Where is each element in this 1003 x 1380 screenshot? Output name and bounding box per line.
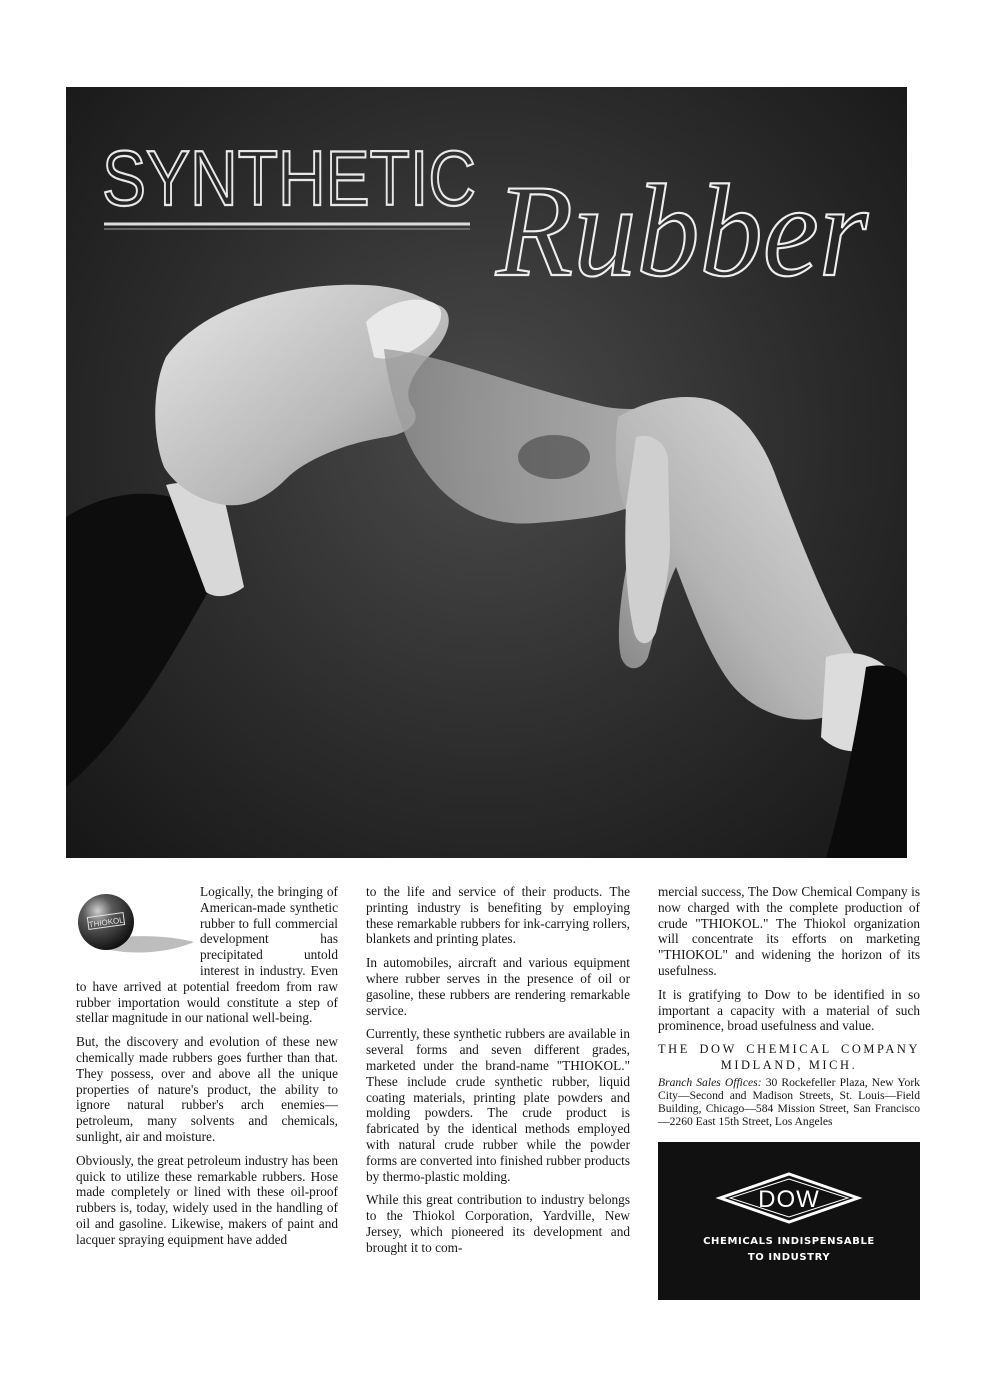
thiokol-ball-icon [76, 884, 200, 968]
dow-logo-box [658, 1142, 920, 1300]
branch-text: 30 Rockefeller Plaza, New York City—Second and Madison Streets, St. Louis—Field Building, Chicago—584 Mission Street, San Francisco—2260 East 15th Street, Los Angeles [658, 1075, 920, 1128]
right-finger [625, 436, 670, 644]
thiokol-emblem [76, 884, 200, 968]
col1-para-3: Obviously, the great petroleum industry has been quick to utilize these remarkable rubbers. Hose made completely or lined with these oil-proof rubbers is, today, widely used in the handling of oil and gasoline. Likewise, makers of paint and lacquer spraying equipment have added [76, 1152, 338, 1247]
col2-para-4: While this great contribution to industry belongs to the Thiokol Corporation, Yardville, New Jersey, which pioneered its development and brought it to com- [366, 1192, 630, 1255]
col1-para-2: But, the discovery and evolution of these new chemically made rubbers goes further than that. They possess, over and above all the unique properties of nature's product, the ability to ignore natural rubber's arch enemies—petroleum, many solvents and chemicals, sunlight, air and moisture. [76, 1034, 338, 1144]
col2-para-3: Currently, these synthetic rubbers are available in several forms and seven different grades, marketed under the brand-name "THIOKOL." These include crude synthetic rubber, liquid coating materials, printing plate powders and molding powders. The crude product is fabricated by the identical methods employed with natural crude rubber while the powder forms are converted into finished rubber products by thermo-plastic molding. [366, 1026, 630, 1184]
branch-offices [658, 1076, 920, 1128]
body-column-1 [76, 884, 338, 1256]
dow-wordmark: DOW [758, 1186, 820, 1213]
headline-rubber: Rubber [495, 157, 869, 304]
company-name: THE DOW CHEMICAL COMPANY [658, 1042, 920, 1057]
col2-para-1: to the life and service of their products. The printing industry is benefiting by employing these remarkable rubbers for ink-carrying rollers, blankets and printing plates. [366, 884, 630, 947]
photo-illustration [66, 87, 907, 858]
company-city: MIDLAND, MICH. [720, 1057, 858, 1072]
col1-para-1: Logically, the bringing of American-made synthetic rubber to full commercial development has precipitated untold interest in industry. Even to have arrived at potential freedom from raw rubber importation would constitute a step of stellar magnitude in our national well-being. [76, 884, 338, 1026]
col3-para-2: It is gratifying to Dow to be identified in so important a capacity with a material of such prominence, broad usefulness and value. [658, 986, 920, 1034]
dow-tagline-2: TO INDUSTRY [747, 1252, 831, 1263]
thiokol-emblem-label: THIOKOL [88, 915, 125, 930]
hero-photo [66, 87, 907, 858]
col3-para-1: mercial success, The Dow Chemical Company is now charged with the complete production of crude "THIOKOL." The Thiokol organization will concentrate its efforts on marketing "THIOKOL" and widening the horizon of its usefulness. [658, 884, 920, 978]
dow-tagline-1: CHEMICALS INDISPENSABLE [703, 1236, 875, 1247]
branch-label: Branch Sales Offices: [658, 1075, 762, 1089]
body-column-2 [366, 884, 630, 1264]
rubber-stain [518, 435, 590, 479]
col2-para-2: In automobiles, aircraft and various equipment where rubber serves in the presence of oil or gasoline, these rubbers are rendering remarkable service. [366, 955, 630, 1018]
dow-diamond-logo [658, 1142, 920, 1300]
body-column-3 [658, 884, 920, 1136]
headline-synthetic: SYNTHETIC [102, 134, 476, 222]
